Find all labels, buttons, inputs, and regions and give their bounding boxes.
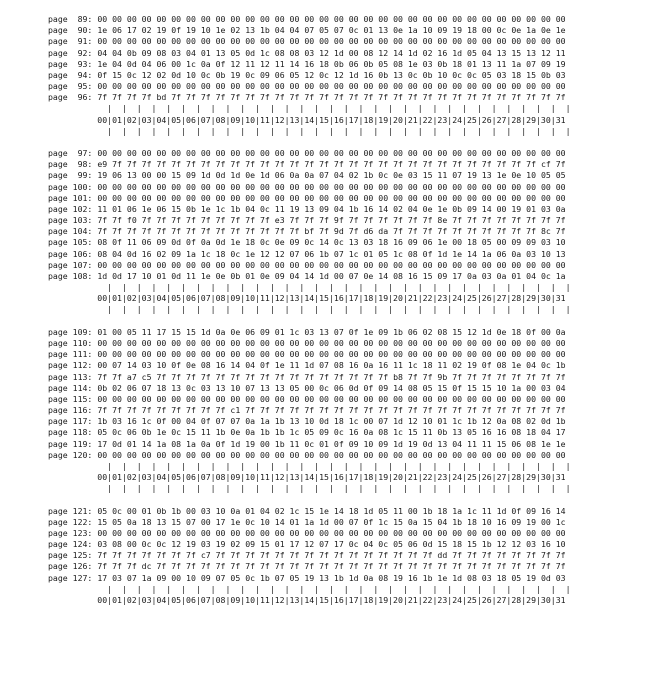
page-row: [48, 360, 571, 371]
page-row: [48, 193, 571, 204]
page-bytes: 7f 7f f0 7f 7f 7f 7f 7f 7f 7f 7f 7f e3 7f 7f 7f 9f 7f 7f 7f 7f 7f 7f 8e 7f 7f 7f 7f 7f 7f 7f 7f: [97, 215, 566, 226]
page-row: [48, 36, 571, 47]
page-row: [48, 14, 571, 25]
page-row: [48, 92, 571, 103]
page-row: [48, 439, 571, 450]
page-row: [48, 48, 571, 59]
page-label: page 99:: [48, 170, 93, 181]
page-label: page 108:: [48, 270, 93, 281]
page-row: [48, 528, 571, 539]
page-label: page 115:: [48, 393, 93, 404]
page-block: [48, 14, 571, 137]
page-label: page 103:: [48, 215, 93, 226]
page-bytes: 00 00 00 00 00 00 00 00 00 00 00 00 00 00 00 00 00 00 00 00 00 00 00 00 00 00 00 00 00 00 00 00: [97, 181, 566, 192]
page-label: page 111:: [48, 349, 93, 360]
page-label: page 107:: [48, 259, 93, 270]
page-row: [48, 59, 571, 70]
page-bytes: 00 00 00 00 00 00 00 00 00 00 00 00 00 00 00 00 00 00 00 00 00 00 00 00 00 00 00 00 00 00 00 00: [97, 337, 566, 348]
ruler-ticks: | | | | | | | | | | | | | | | | | | | | | | | | | | | | | | | |: [48, 583, 571, 594]
page-bytes: 7f 7f 7f 7f 7f 7f 7f 7f 7f c1 7f 7f 7f 7f 7f 7f 7f 7f 7f 7f 7f 7f 7f 7f 7f 7f 7f 7f 7f 7f 7f 7f: [97, 405, 566, 416]
page-bytes: 0b 02 06 07 18 13 0c 03 13 10 07 13 13 05 00 0c 06 0d 0f 09 14 08 05 15 0f 15 15 10 1a 00 03 04: [97, 382, 566, 393]
page-bytes: 7f 7f 7f 7f 7f 7f 7f 7f 7f 7f 7f 7f 7f 7f bf 7f 9d 7f d6 da 7f 7f 7f 7f 7f 7f 7f 7f 7f 7f 8c 7f: [97, 226, 566, 237]
page-label: page 93:: [48, 58, 93, 69]
page-label: page 105:: [48, 237, 93, 248]
page-label: page 116:: [48, 405, 93, 416]
block-gap: [48, 316, 571, 327]
column-index-ruler: 00|01|02|03|04|05|06|07|08|09|10|11|12|13|14|15|16|17|18|19|20|21|22|23|24|25|26|27|28|29|30|31: [48, 594, 566, 605]
page-label: page 118:: [48, 427, 93, 438]
ruler-ticks: | | | | | | | | | | | | | | | | | | | | | | | | | | | | | | | |: [48, 125, 571, 136]
page-label: page 92:: [48, 47, 93, 58]
page-bytes: 04 04 0b 09 08 03 04 01 13 05 0d 1c 08 08 03 12 1d 00 08 12 14 1d 02 16 1d 05 04 13 15 13 12 11: [97, 47, 566, 58]
page-bytes: 00 07 14 03 10 0f 0e 08 16 14 04 0f 1e 11 1d 07 08 16 0a 16 11 1c 18 11 02 19 0f 08 1e 04 0c 1b: [97, 360, 566, 371]
page-row: [48, 159, 571, 170]
page-row: [48, 427, 571, 438]
block-gap: [48, 494, 571, 505]
page-row: [48, 383, 571, 394]
ruler-ticks: | | | | | | | | | | | | | | | | | | | | | | | | | | | | | | | |: [48, 282, 571, 293]
page-row: [48, 249, 571, 260]
page-row: [48, 561, 571, 572]
ruler-ticks: | | | | | | | | | | | | | | | | | | | | | | | | | | | | | | | |: [48, 483, 571, 494]
page-row: [48, 148, 571, 159]
page-bytes: 05 0c 06 0b 1e 0c 15 11 1b 0e 0a 1b 1b 1c 05 09 0c 16 0a 08 1c 15 11 0b 13 05 16 16 08 18 04 17: [97, 427, 566, 438]
page-label: page 109:: [48, 326, 93, 337]
page-row: [48, 506, 571, 517]
page-bytes: 00 00 00 00 00 00 00 00 00 00 00 00 00 00 00 00 00 00 00 00 00 00 00 00 00 00 00 00 00 00 00 00: [97, 148, 566, 159]
page-bytes: 7f 7f 7f 7f bd 7f 7f 7f 7f 7f 7f 7f 7f 7f 7f 7f 7f 7f 7f 7f 7f 7f 7f 7f 7f 7f 7f 7f 7f 7f 7f 7f: [97, 92, 566, 103]
page-bytes: 1e 04 0d 04 06 00 1c 0a 0f 12 11 12 11 14 16 18 0b 06 0b 05 08 1e 03 0b 18 01 13 11 1a 07 09 19: [97, 58, 566, 69]
page-label: page 89:: [48, 14, 93, 24]
page-label: page 127:: [48, 572, 93, 583]
page-row: [48, 25, 571, 36]
column-index-ruler: 00|01|02|03|04|05|06|07|08|09|10|11|12|13|14|15|16|17|18|19|20|21|22|23|24|25|26|27|28|29|30|31: [48, 114, 566, 125]
page-row: [48, 182, 571, 193]
page-row: [48, 372, 571, 383]
page-label: page 113:: [48, 371, 93, 382]
page-block: [48, 506, 571, 607]
page-row: [48, 70, 571, 81]
ruler-ticks: | | | | | | | | | | | | | | | | | | | | | | | | | | | | | | | |: [48, 103, 571, 114]
page-bytes: 1b 03 16 1c 0f 00 04 0f 07 07 0a 1a 1b 13 10 0d 18 1c 00 07 1d 12 10 01 1c 1b 12 0a 08 02 0d 1b: [97, 416, 566, 427]
page-row: [48, 416, 571, 427]
page-label: page 101:: [48, 192, 93, 203]
page-label: page 96:: [48, 92, 93, 103]
page-bytes: 15 05 0a 18 13 15 07 00 17 1e 0c 10 14 01 1a 1d 00 07 0f 1c 15 0a 15 04 1b 18 10 16 09 19 00 1c: [97, 516, 566, 527]
page-bytes: 00 00 00 00 00 00 00 00 00 00 00 00 00 00 00 00 00 00 00 00 00 00 00 00 00 00 00 00 00 00 00 00: [97, 349, 566, 360]
column-index-ruler: 00|01|02|03|04|05|06|07|08|09|10|11|12|13|14|15|16|17|18|19|20|21|22|23|24|25|26|27|28|29|30|31: [48, 472, 566, 483]
page-bytes: 00 00 00 00 00 00 00 00 00 00 00 00 00 00 00 00 00 00 00 00 00 00 00 00 00 00 00 00 00 00 00 00: [97, 192, 566, 203]
page-row: [48, 327, 571, 338]
page-bytes: 08 04 0d 16 02 09 1a 1c 18 0c 1e 12 12 07 06 1b 07 1c 01 05 1c 08 0f 1d 1e 14 1a 06 0a 03 10 13: [97, 248, 566, 259]
page-label: page 124:: [48, 539, 93, 550]
page-label: page 114:: [48, 382, 93, 393]
page-label: page 94:: [48, 69, 93, 80]
page-label: page 90:: [48, 25, 93, 36]
page-bytes: 1e 06 17 02 19 0f 19 10 1e 02 13 1b 04 04 07 05 07 0c 01 13 0e 1a 10 09 19 18 00 0c 0e 1a 0e 1e: [97, 25, 566, 36]
page-row: [48, 394, 571, 405]
page-bytes: 00 00 00 00 00 00 00 00 00 00 00 00 00 00 00 00 00 00 00 00 00 00 00 00 00 00 00 00 00 00 00 00: [97, 81, 566, 92]
page-row: [48, 215, 571, 226]
page-label: page 110:: [48, 337, 93, 348]
page-label: page 121:: [48, 505, 93, 516]
page-row: [48, 204, 571, 215]
page-label: page 104:: [48, 226, 93, 237]
page-label: page 91:: [48, 36, 93, 47]
page-bytes: 03 08 00 0c 0c 12 19 03 19 02 09 15 01 17 12 07 17 0c 04 0c 05 06 0d 15 18 15 1b 12 12 03 16 10: [97, 539, 566, 550]
ruler-ticks: | | | | | | | | | | | | | | | | | | | | | | | | | | | | | | | |: [48, 304, 571, 315]
page-label: page 123:: [48, 527, 93, 538]
page-label: page 97:: [48, 148, 93, 159]
page-bytes: e9 7f 7f 7f 7f 7f 7f 7f 7f 7f 7f 7f 7f 7f 7f 7f 7f 7f 7f 7f 7f 7f 7f 7f 7f 7f 7f 7f 7f 7f cf 7f: [97, 159, 566, 170]
page-label: page 98:: [48, 159, 93, 170]
page-bytes: 17 0d 01 14 1a 08 1a 0a 0f 1d 19 00 1b 11 0c 01 0f 09 10 09 1d 19 0d 13 04 11 11 15 06 08 1e 1e: [97, 438, 566, 449]
page-bytes: 00 00 00 00 00 00 00 00 00 00 00 00 00 00 00 00 00 00 00 00 00 00 00 00 00 00 00 00 00 00 00 00: [97, 449, 566, 460]
page-bytes: 7f 7f 7f dc 7f 7f 7f 7f 7f 7f 7f 7f 7f 7f 7f 7f 7f 7f 7f 7f 7f 7f 7f 7f 7f 7f 7f 7f 7f 7f 7f 7f: [97, 561, 566, 572]
block-gap: [48, 137, 571, 148]
page-label: page 126:: [48, 561, 93, 572]
page-label: page 120:: [48, 449, 93, 460]
page-bytes: 05 0c 00 01 0b 1b 00 03 10 0a 01 04 02 1c 15 1e 14 18 1d 05 11 00 1b 18 1a 1c 11 1d 0f 09 16 14: [97, 505, 566, 516]
page-bytes: 08 0f 11 06 09 0d 0f 0a 0d 1e 18 0c 0e 09 0c 14 0c 13 03 18 16 09 06 1e 00 18 05 00 09 09 03 10: [97, 237, 566, 248]
page-bytes: 00 00 00 00 00 00 00 00 00 00 00 00 00 00 00 00 00 00 00 00 00 00 00 00 00 00 00 00 00 00 00 00: [97, 36, 566, 47]
page-label: page 112:: [48, 360, 93, 371]
page-row: [48, 539, 571, 550]
column-index-ruler: 00|01|02|03|04|05|06|07|08|09|10|11|12|13|14|15|16|17|18|19|20|21|22|23|24|25|26|27|28|29|30|31: [48, 293, 566, 304]
page-row: [48, 237, 571, 248]
page-label: page 119:: [48, 438, 93, 449]
page-label: page 100:: [48, 181, 93, 192]
page-label: page 117:: [48, 416, 93, 427]
page-row: [48, 260, 571, 271]
page-bytes: 00 00 00 00 00 00 00 00 00 00 00 00 00 00 00 00 00 00 00 00 00 00 00 00 00 00 00 00 00 00 00 00: [97, 393, 566, 404]
page-bytes: 00 00 00 00 00 00 00 00 00 00 00 00 00 00 00 00 00 00 00 00 00 00 00 00 00 00 00 00 00 00 00 00: [97, 527, 566, 538]
page-label: page 95:: [48, 81, 93, 92]
page-row: [48, 573, 571, 584]
page-label: page 102:: [48, 203, 93, 214]
page-row: [48, 450, 571, 461]
page-block: [48, 148, 571, 316]
ruler-ticks: | | | | | | | | | | | | | | | | | | | | | | | | | | | | | | | |: [48, 460, 571, 471]
page-label: page 125:: [48, 550, 93, 561]
page-row: [48, 517, 571, 528]
page-label: page 106:: [48, 248, 93, 259]
page-row: [48, 271, 571, 282]
page-dump: [48, 14, 571, 606]
page-bytes: 7f 7f a7 c5 7f 7f 7f 7f 7f 7f 7f 7f 7f 7f 7f 7f 7f 7f 7f 7f b8 7f 7f 9b 7f 7f 7f 7f 7f 7f 7f 7f: [97, 371, 566, 382]
page-bytes: 1d 0d 17 10 01 0d 11 1e 0e 0b 01 0e 09 04 14 1d 00 07 0e 14 08 16 15 09 17 0a 03 0a 01 04 0c 1a: [97, 270, 566, 281]
page-row: [48, 550, 571, 561]
page-bytes: 00 00 00 00 00 00 00 00 00 00 00 00 00 00 00 00 00 00 00 00 00 00 00 00 00 00 00 00 00 00 00 00: [97, 14, 566, 24]
page-row: [48, 170, 571, 181]
page-bytes: 19 06 13 00 00 15 09 1d 0d 1d 0e 1d 06 0a 0a 07 04 02 1b 0c 0e 03 15 11 07 19 13 1e 0e 10 05 05: [97, 170, 566, 181]
page-bytes: 0f 15 0c 12 02 0d 10 0c 0b 19 0c 09 06 05 12 0c 12 1d 16 0b 13 0c 0b 10 0c 0c 05 03 18 15 0b 03: [97, 69, 566, 80]
page-bytes: 17 03 07 1a 09 00 10 09 07 05 0c 1b 07 05 19 13 1b 1d 0a 08 19 16 1b 1e 1d 08 03 18 05 19 0d 03: [97, 572, 566, 583]
page-row: [48, 81, 571, 92]
page-row: [48, 405, 571, 416]
page-bytes: 7f 7f 7f 7f 7f 7f 7f c7 7f 7f 7f 7f 7f 7f 7f 7f 7f 7f 7f 7f 7f 7f 7f dd 7f 7f 7f 7f 7f 7f 7f 7f: [97, 550, 566, 561]
page-row: [48, 226, 571, 237]
page-row: [48, 338, 571, 349]
page-row: [48, 349, 571, 360]
page-bytes: 00 00 00 00 00 00 00 00 00 00 00 00 00 00 00 00 00 00 00 00 00 00 00 00 00 00 00 00 00 00 00 00: [97, 259, 566, 270]
page-block: [48, 327, 571, 495]
page-label: page 122:: [48, 516, 93, 527]
page-bytes: 01 00 05 11 17 15 15 1d 0a 0e 06 09 01 1c 03 13 07 0f 1e 09 1b 06 02 08 15 12 1d 0e 18 0f 00 0a: [97, 326, 566, 337]
page-bytes: 11 01 06 1e 06 15 0b 1e 1c 1b 04 0c 11 19 13 09 04 1b 16 14 02 04 0e 1e 0b 09 14 00 19 01 03 0a: [97, 203, 566, 214]
